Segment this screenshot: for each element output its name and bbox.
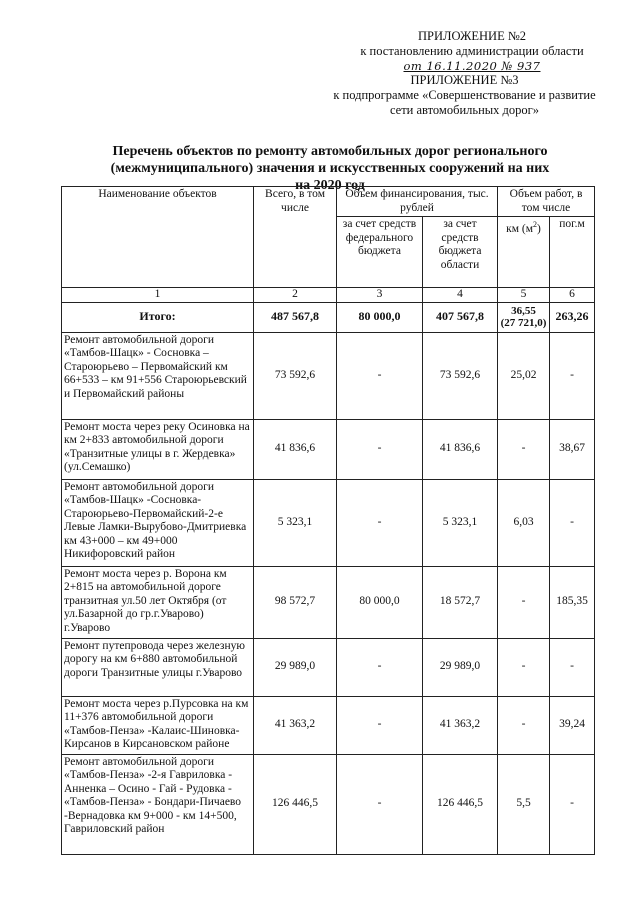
handwritten-date: от 16.11.2020 № 937	[403, 59, 541, 73]
object-total: 29 989,0	[254, 638, 337, 696]
total-pm: 263,26	[550, 302, 595, 332]
object-km: 5,5	[498, 754, 550, 854]
object-total: 5 323,1	[254, 479, 337, 566]
total-km-line1: 36,55	[511, 305, 536, 317]
total-label: Итого:	[62, 302, 254, 332]
col-fed-header: за счет средств федерального бюджета	[337, 217, 423, 288]
total-km	[498, 302, 550, 332]
index-cell: 3	[337, 288, 423, 303]
object-pm: -	[550, 332, 595, 419]
objects-table	[61, 186, 595, 855]
title-line3: на 2020 год	[295, 178, 365, 193]
object-reg: 41 363,2	[423, 696, 498, 754]
appendix3-label: ПРИЛОЖЕНИЕ №3	[410, 73, 519, 87]
col-km-header	[498, 217, 550, 288]
object-name: Ремонт моста через р.Пурсовка на км 11+376 автомобильной дороги «Тамбов-Пенза» -Калаис-Шиновка-Кирсанов в Кирсановском районе	[62, 696, 254, 754]
total-reg: 407 567,8	[423, 302, 498, 332]
index-cell: 1	[62, 288, 254, 303]
object-reg: 18 572,7	[423, 566, 498, 638]
index-row	[62, 288, 595, 303]
title-line1: Перечень объектов по ремонту автомобильных дорог регионального	[112, 144, 548, 159]
object-fed: -	[337, 754, 423, 854]
resolution-ref: к постановлению администрации области	[360, 44, 584, 58]
object-km: -	[498, 566, 550, 638]
total-km-line2: (27 721,0)	[500, 317, 547, 329]
object-reg: 126 446,5	[423, 754, 498, 854]
col-pm-header: пог.м	[550, 217, 595, 288]
object-pm: 39,24	[550, 696, 595, 754]
object-km: 25,02	[498, 332, 550, 419]
object-name: Ремонт автомобильной дороги «Тамбов-Шацк» - Сосновка – Староюрьево – Первомайский км 66+533 – км 91+556 Староюрьевский и Первомайский районы	[62, 332, 254, 419]
object-km: -	[498, 638, 550, 696]
object-total: 98 572,7	[254, 566, 337, 638]
object-reg: 29 989,0	[423, 638, 498, 696]
col-km-label: км (м	[506, 222, 534, 235]
subprogram-line2: сети автомобильных дорог»	[389, 103, 540, 117]
object-reg: 5 323,1	[423, 479, 498, 566]
object-pm: 38,67	[550, 419, 595, 479]
object-fed: -	[337, 696, 423, 754]
object-total: 41 836,6	[254, 419, 337, 479]
object-name: Ремонт путепровода через железную дорогу на км 6+880 автомобильной дороги Транзитные улицы г.Уварово	[62, 638, 254, 696]
object-km: -	[498, 419, 550, 479]
object-reg: 41 836,6	[423, 419, 498, 479]
index-cell: 2	[254, 288, 337, 303]
appendix2-label: ПРИЛОЖЕНИЕ №2	[417, 29, 527, 43]
object-name: Ремонт моста через реку Осиновка на км 2+833 автомобильной дороги «Транзитные улицы в г. Жердевка» (ул.Семашко)	[62, 419, 254, 479]
table-row	[62, 332, 595, 419]
approval-block-1	[342, 29, 602, 74]
object-km: -	[498, 696, 550, 754]
object-fed: -	[337, 419, 423, 479]
object-fed: -	[337, 479, 423, 566]
col-km-end: )	[537, 222, 541, 235]
table-row	[62, 479, 595, 566]
index-cell: 6	[550, 288, 595, 303]
table-row	[62, 638, 595, 696]
object-fed: -	[337, 332, 423, 419]
object-pm: -	[550, 638, 595, 696]
object-fed: -	[337, 638, 423, 696]
total-sum: 487 567,8	[254, 302, 337, 332]
object-total: 126 446,5	[254, 754, 337, 854]
object-total: 73 592,6	[254, 332, 337, 419]
object-pm: 185,35	[550, 566, 595, 638]
col-km-sup: 2	[533, 220, 538, 229]
table-row	[62, 696, 595, 754]
col-name-header: Наименование объектов	[62, 187, 254, 288]
object-pm: -	[550, 479, 595, 566]
object-total: 41 363,2	[254, 696, 337, 754]
col-total-header: Всего, в том числе	[254, 187, 337, 288]
table-row	[62, 419, 595, 479]
index-cell: 5	[498, 288, 550, 303]
object-fed: 80 000,0	[337, 566, 423, 638]
col-work-header: Объем работ, в том числе	[498, 187, 595, 217]
object-name: Ремонт автомобильной дороги «Тамбов-Шацк» -Сосновка-Староюрьево-Первомайский-2-е Левые Ламки-Вырубово-Дмитриевка км 43+000 – км 49+000 Никифоровский район	[62, 479, 254, 566]
title-line2: (межмуниципального) значения и искусственных сооружений на них	[110, 161, 550, 176]
total-fed: 80 000,0	[337, 302, 423, 332]
object-pm: -	[550, 754, 595, 854]
col-financing-header: Объем финансирования, тыс. рублей	[337, 187, 498, 217]
col-reg-header: за счет средств бюджета области	[423, 217, 498, 288]
approval-block-2	[327, 73, 602, 118]
object-name: Ремонт автомобильной дороги «Тамбов-Пенза» -2-я Гавриловка - Анненка – Осино - Гай - Рудовка - «Тамбов-Пенза» - Бондари-Пичаево -Вернадовка км 9+000 - км 14+500, Гавриловский район	[62, 754, 254, 854]
subprogram-line1: к подпрограмме «Совершенствование и развитие	[333, 88, 596, 102]
table-row	[62, 754, 595, 854]
object-km: 6,03	[498, 479, 550, 566]
table-row	[62, 566, 595, 638]
index-cell: 4	[423, 288, 498, 303]
total-row	[62, 302, 595, 332]
object-reg: 73 592,6	[423, 332, 498, 419]
object-name: Ремонт моста через р. Ворона км 2+815 на автомобильной дороге транзитная ул.50 лет Октября (от ул.Базарной до гр.г.Уварово) г.Уварово	[62, 566, 254, 638]
